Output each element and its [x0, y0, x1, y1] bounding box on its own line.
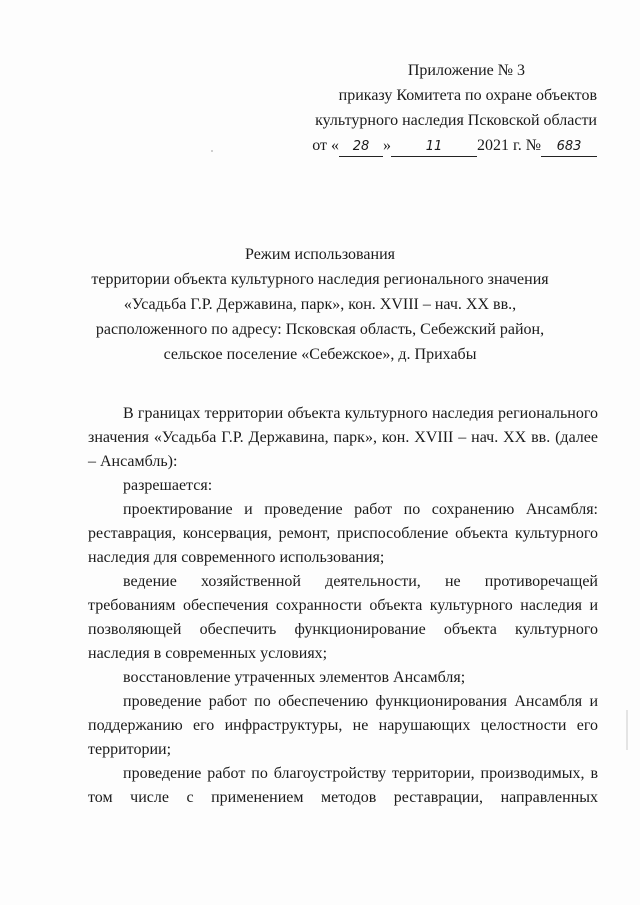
title-line: сельское поселение «Себежское», д. Прихабы — [163, 346, 477, 363]
scan-artifact — [626, 710, 628, 750]
appendix-date-line — [277, 133, 597, 158]
appendix-committee: культурного наследия Псковской области — [315, 112, 597, 129]
document-body — [88, 402, 598, 810]
date-prefix: от « — [312, 137, 339, 154]
body-paragraph: ведение хозяйственной деятельности, не противоречащей требованиям обеспечения сохранности объекта культурного наследия и позволяющей обеспечить функционирование объекта культурного наследия в современных условиях; — [88, 573, 598, 662]
body-paragraph: проведение работ по благоустройству территории, производимых, в том числе с применением методов реставрации, направленных — [88, 765, 598, 806]
scan-artifact — [211, 150, 213, 152]
handwritten-order-number: 683 — [541, 138, 597, 157]
date-mid: » — [382, 137, 391, 154]
body-paragraph: разрешается: — [123, 477, 213, 494]
handwritten-day: 28 — [339, 138, 383, 157]
title-line: Режим использования — [245, 246, 395, 263]
body-paragraph: проведение работ по обеспечению функционирования Ансамбля и поддержанию его инфраструктуры, не нарушающих целостности его территории; — [88, 693, 598, 758]
appendix-header — [277, 58, 597, 158]
appendix-title: Приложение № 3 — [407, 62, 525, 79]
body-paragraph: проектирование и проведение работ по сохранению Ансамбля: реставрация, консервация, ремонт, приспособление объекта культурного наследия для современного использования; — [88, 501, 598, 566]
body-paragraph: восстановление утраченных элементов Ансамбля; — [123, 669, 466, 686]
title-line: расположенного по адресу: Псковская область, Себежский район, — [95, 321, 545, 338]
title-line: территории объекта культурного наследия регионального значения — [91, 271, 549, 288]
body-paragraph: В границах территории объекта культурного наследия регионального значения «Усадьба Г.Р. Державина, парк», кон. XVIII – нач. XX вв. (далее – Ансамбль): — [88, 405, 598, 470]
title-line: «Усадьба Г.Р. Державина, парк», кон. XVIII – нач. XX вв., — [123, 296, 517, 313]
date-year: 2021 г. № — [476, 137, 541, 154]
handwritten-month: 11 — [391, 138, 477, 157]
appendix-order-ref: приказу Комитета по охране объектов — [338, 87, 597, 104]
document-title — [60, 242, 580, 367]
